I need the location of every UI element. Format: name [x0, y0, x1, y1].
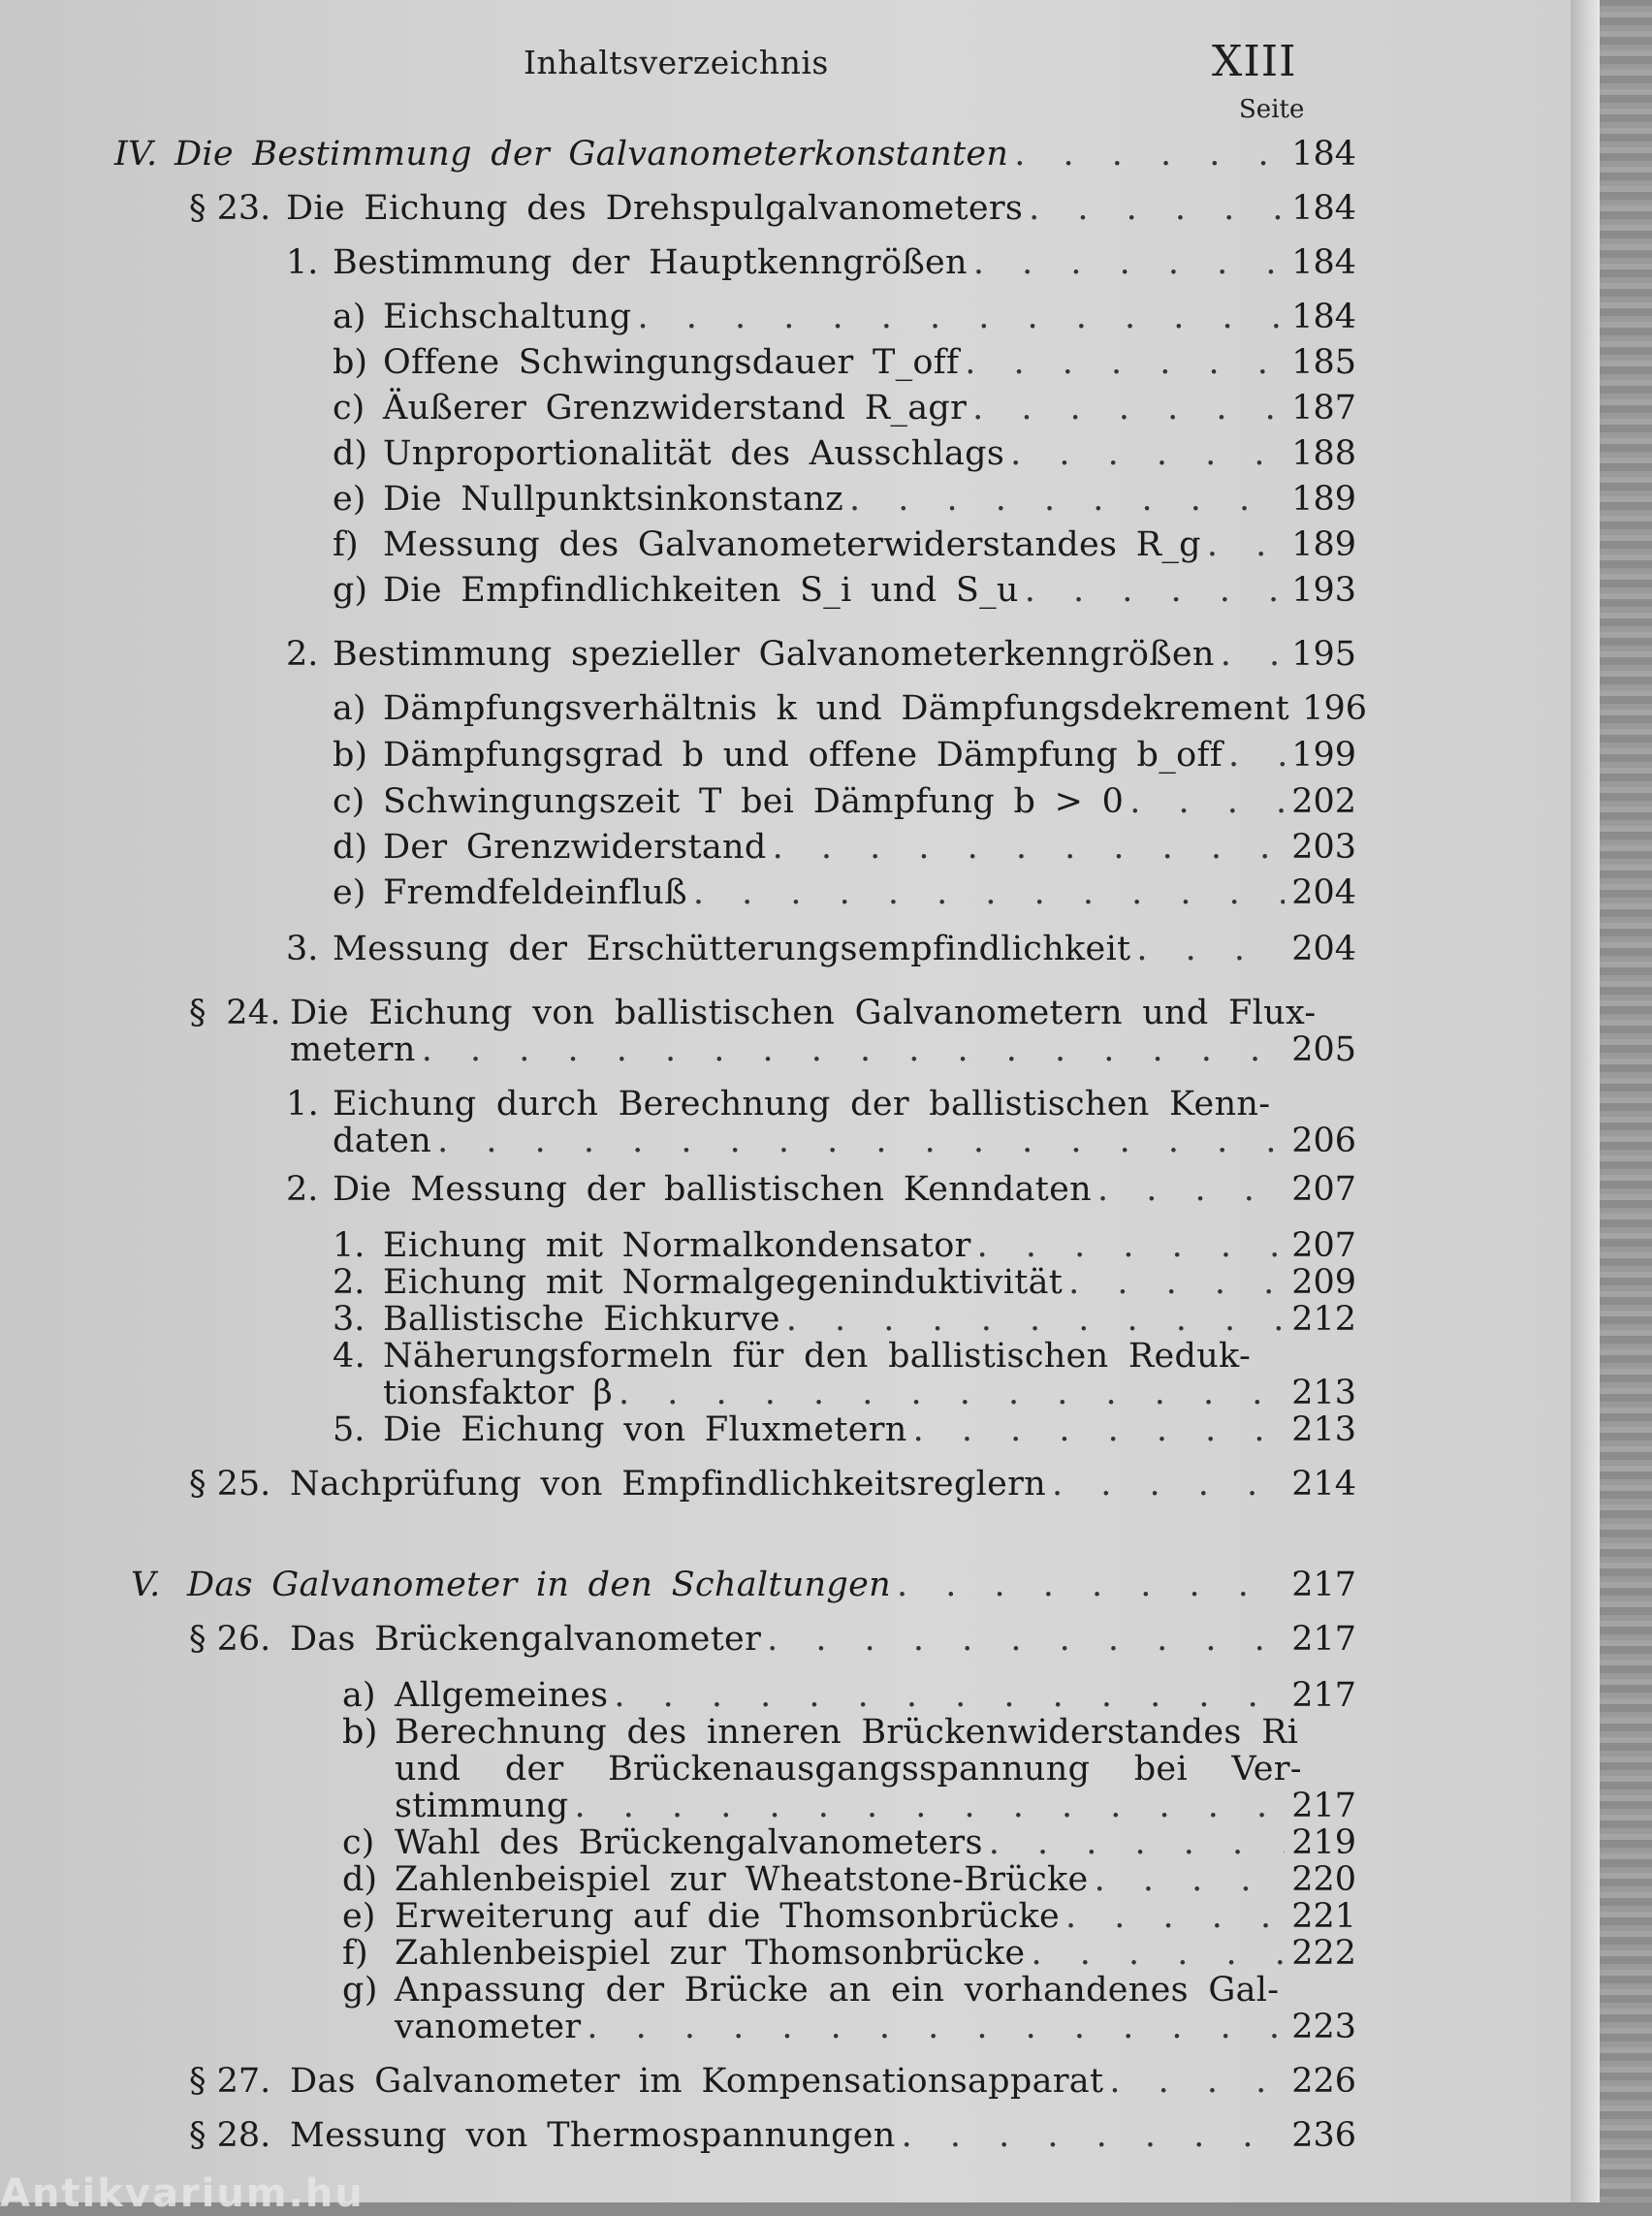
toc-item-continued: stimmung . . . 217 — [395, 1789, 1356, 1823]
toc-item: c) Schwingungszeit T bei Dämpfung b > 0 . . . 202 — [333, 785, 1356, 819]
toc-section-24: § 24. Die Eichung von ballistischen Galvanometern und Flux- — [189, 994, 1317, 1032]
toc-item: f) Messung des Galvanometerwiderstandes R_g . . . 189 — [333, 528, 1356, 562]
toc-section-27: § 27. Das Galvanometer im Kompensationsapparat . . . 226 — [189, 2065, 1356, 2099]
toc-item: 1. Eichung mit Normalkondensator . . . 207 — [333, 1229, 1356, 1263]
running-header-page-number: XIII — [1212, 37, 1297, 86]
toc-item: a) Allgemeines . . . 217 — [342, 1679, 1356, 1713]
toc-section-23: § 23. Die Eichung des Drehspulgalvanometers . . . 184 — [189, 192, 1356, 226]
toc-item: 3. Ballistische Eichkurve . . . 212 — [333, 1303, 1356, 1337]
toc-item: b) Berechnung des inneren Brückenwiderstandes Ri — [342, 1713, 1299, 1752]
toc-subsection: 1. Eichung durch Berechnung der ballistischen Kenn- — [286, 1085, 1271, 1124]
page-edge — [1571, 0, 1600, 2202]
running-header-title: Inhaltsverzeichnis — [524, 44, 829, 81]
toc-subsection: 2. Bestimmung spezieller Galvanometerkenngrößen . . . 195 — [286, 638, 1356, 672]
toc-section-24-continued: metern . . . 205 — [290, 1033, 1356, 1067]
toc-item: g) Anpassung der Brücke an ein vorhandenes Gal- — [342, 1971, 1280, 2010]
toc-item: g) Die Empfindlichkeiten S_i und S_u . . . 193 — [333, 574, 1356, 608]
watermark: Antikvarium.hu — [0, 2171, 365, 2216]
toc-item: d) Zahlenbeispiel zur Wheatstone-Brücke . . . 220 — [342, 1863, 1356, 1897]
toc-item: e) Fremdfeldeinfluß . . . 204 — [333, 876, 1356, 910]
toc-subsection: 1. Bestimmung der Hauptkenngrößen . . . 184 — [286, 246, 1356, 280]
toc-chapter-iv: IV. Die Bestimmung der Galvanometerkonstanten . . . 184 — [114, 138, 1356, 172]
toc-item: d) Unproportionalität des Ausschlags . . . 188 — [333, 437, 1356, 471]
toc-item: 2. Eichung mit Normalgegeninduktivität . . . 209 — [333, 1266, 1356, 1300]
toc-chapter-v: V. Das Galvanometer in den Schaltungen . . . 217 — [131, 1568, 1356, 1602]
toc-item: f) Zahlenbeispiel zur Thomsonbrücke . . . 222 — [342, 1937, 1356, 1971]
toc-item-continued: und der Brückenausgangsspannung bei Ver- — [395, 1750, 1302, 1789]
toc-item: e) Die Nullpunktsinkonstanz . . . 189 — [333, 483, 1356, 517]
toc-item: b) Dämpfungsgrad b und offene Dämpfung b_off . . . 199 — [333, 739, 1356, 773]
toc-item: c) Äußerer Grenzwiderstand R_agr . . . 187 — [333, 392, 1356, 426]
toc-item: 4. Näherungsformeln für den ballistischen Reduk- — [333, 1337, 1252, 1376]
toc-item: a) Eichschaltung . . . 184 — [333, 301, 1356, 334]
toc-item-continued: tionsfaktor β . . . 213 — [383, 1377, 1356, 1410]
toc-subsection-continued: daten . . . 206 — [333, 1124, 1356, 1158]
toc-section-28: § 28. Messung von Thermospannungen . . . 236 — [189, 2119, 1356, 2153]
toc-section-26: § 26. Das Brückengalvanometer . . . 217 — [189, 1623, 1356, 1657]
page-column-label: Seite — [1239, 95, 1305, 124]
toc-item: a) Dämpfungsverhältnis k und Dämpfungsdekrement 196 — [333, 689, 1367, 728]
toc-item: e) Erweiterung auf die Thomsonbrücke . . . 221 — [342, 1900, 1356, 1934]
toc-item: 5. Die Eichung von Fluxmetern . . . 213 — [333, 1413, 1356, 1447]
toc-item-continued: vanometer . . . 223 — [395, 2010, 1356, 2044]
toc-item: c) Wahl des Brückengalvanometers . . . 219 — [342, 1826, 1356, 1860]
toc-item: b) Offene Schwingungsdauer T_off . . . 185 — [333, 346, 1356, 380]
toc-subsection: 2. Die Messung der ballistischen Kenndaten . . . 207 — [286, 1173, 1356, 1207]
toc-subsection: 3. Messung der Erschütterungsempfindlichkeit . . . 204 — [286, 933, 1356, 966]
background-strip — [1600, 0, 1652, 2202]
toc-section-25: § 25. Nachprüfung von Empfindlichkeitsreglern . . . 214 — [189, 1468, 1356, 1502]
toc-item: d) Der Grenzwiderstand . . . 203 — [333, 831, 1356, 865]
